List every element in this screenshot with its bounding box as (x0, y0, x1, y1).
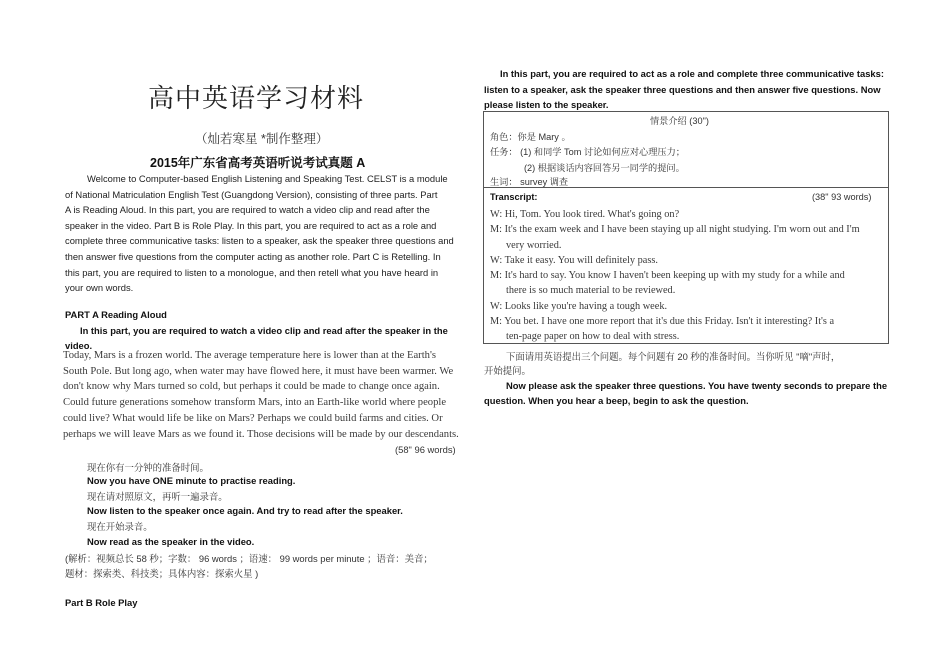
reading-passage (63, 348, 467, 442)
document-title: 高中英语学习材料 (148, 84, 365, 114)
analysis-line-2: 题材：探索类、科技类；具体内容：探索火星 ) (65, 568, 259, 579)
ask-questions-instruction-end: question. When you hear a beep, begin to ask the question. (484, 395, 749, 406)
role-play-intro-line: In this part, you are required to act as a role and complete three communicative tasks: (500, 68, 884, 79)
dialogue-line: W: Looks like you're having a tough week. (490, 300, 668, 312)
dialogue-line: M: It's hard to say. You know I haven't been keeping up with my study for a while and (490, 270, 845, 282)
exam-heading: 2015年广东省高考英语听说考试真题 A (150, 156, 366, 170)
intro-line (65, 171, 475, 187)
role-play-intro-line: please listen to the speaker. (484, 99, 609, 110)
dialogue-line: very worried. (506, 239, 562, 251)
task-line-1: 任务： (1) 和同学 Tom 讨论如何应对心理压力； (490, 147, 685, 157)
intro-paragraph (65, 171, 475, 296)
listen-again-instruction: Now listen to the speaker once again. And try to read after the speaker. (87, 505, 403, 516)
vocab-line: 生词： survey 调查 (490, 177, 569, 187)
scene-title: 情景介绍 (30") (650, 116, 709, 126)
passage-line: South Pole. But long ago, when water may have flowed here, it must have been warmer. We (63, 365, 454, 377)
role-line: 角色：你是 Mary 。 (490, 132, 571, 142)
practise-instruction: Now you have ONE minute to practise reading. (87, 475, 296, 486)
intro-line: speaker in the video. Part B is Role Play. In this part, you are required to act as a role and (65, 219, 437, 231)
role-play-intro-line: listen to a speaker, ask the speaker three questions and then answer five questions. Now (484, 84, 881, 95)
transcript-meta: (38" 93 words) (812, 192, 872, 202)
passage-line: don't know why Mars turned so cold, but perhaps it could be made to change once again. (63, 381, 440, 393)
start-recording-note: 现在开始录音。 (87, 521, 153, 532)
part-a-instruction-end: video. (65, 340, 93, 351)
question-prep-note: 下面请用英语提出三个问题。每个问题有 20 秒的准备时间。当你听见 "嘀"声时， (506, 351, 841, 362)
intro-line: then answer five questions from the computer acting as another role. Part C is Retelling. In (65, 250, 441, 262)
dialogue-line: ten-page paper on how to deal with stress. (506, 331, 680, 343)
question-prep-note-end: 开始提问。 (484, 365, 531, 376)
passage-line: could live? What would life be like on Mars? Perhaps we could build farms and cities. Or (63, 412, 443, 424)
prep-note: 现在你有一分钟的准备时间。 (87, 462, 209, 473)
passage-meta: (58" 96 words) (395, 444, 456, 455)
dialogue-line: W: Hi, Tom. You look tired. What's going on? (490, 209, 680, 220)
part-a-title: PART A Reading Aloud (65, 309, 167, 320)
transcript-label: Transcript: (490, 192, 538, 202)
dialogue-line: W: Take it easy. You will definitely pass. (490, 254, 658, 266)
intro-line: this part, you are required to listen to a monologue, and then retell what you have heard in (65, 266, 439, 278)
intro-line: your own words. (65, 282, 134, 294)
listen-note: 现在请对照原文，再听一遍录音。 (87, 491, 228, 502)
part-b-title: Part B Role Play (65, 597, 138, 608)
dialogue-line: there is so much material to be reviewed. (506, 285, 676, 297)
dialogue-line: M: You bet. I have one more report that it's due this Friday. Isn't it interesting? It's a (490, 316, 835, 328)
intro-text: Welcome to Computer-based English Listening and Speaking Test. CELST is a module (87, 173, 448, 184)
part-a-instruction: In this part, you are required to watch a video clip and read after the speaker in the (80, 325, 448, 336)
analysis-line-1: (解析：视频总长 58 秒；字数： 96 words ；语速： 99 words per minute ；语音：美音； (65, 553, 433, 564)
role-play-box (483, 111, 889, 344)
intro-line: of National Matriculation English Test (Guangdong Version), consisting of three parts. Part (65, 188, 438, 200)
now-read-instruction: Now read as the speaker in the video. (87, 536, 255, 547)
transcript-dialogue (490, 207, 884, 345)
intro-line: A is Reading Aloud. In this part, you are required to watch a video clip and read after the (65, 204, 430, 216)
dialogue-line: M: It's the exam week and I have been staying up all night studying. I'm worn out and I'm (490, 224, 860, 236)
passage-line: Today, Mars is a frozen world. The average temperature here is lower than at the Earth's (63, 350, 436, 361)
passage-line: Could future generations somehow transform Mars, into an Earth-like world where people (63, 397, 447, 409)
intro-line: complete three communicative tasks: listen to a speaker, ask the speaker three questions and (65, 235, 454, 247)
task-line-2: (2) 根据谈话内容回答另一同学的提问。 (524, 163, 685, 173)
ask-questions-instruction: Now please ask the speaker three questions. You have twenty seconds to prepare the (506, 380, 888, 391)
box-divider (484, 187, 888, 188)
document-subtitle: （灿若寒星 *制作整理） (195, 132, 329, 146)
passage-line: perhaps we will leave Mars as we found it. Those decisions will be made by our descendants. (63, 428, 459, 440)
